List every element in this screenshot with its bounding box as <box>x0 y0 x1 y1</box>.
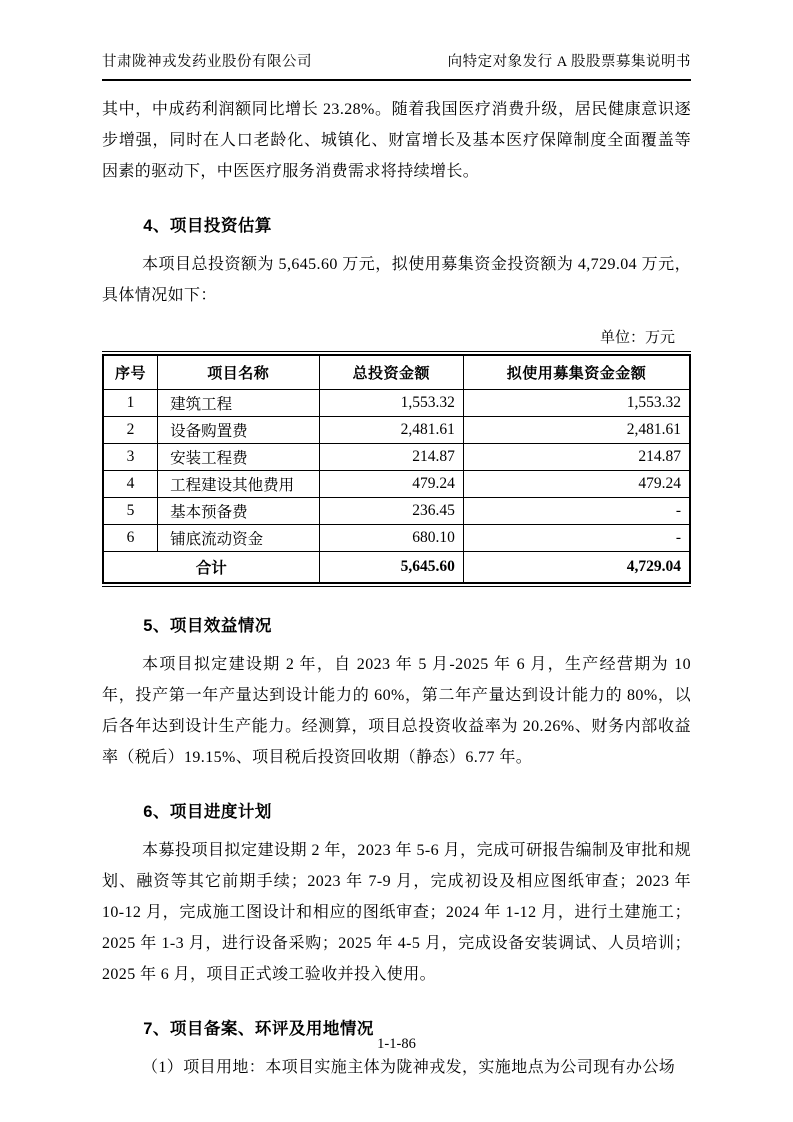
row2-name: 设备购置费 <box>158 417 319 444</box>
row1-name: 建筑工程 <box>158 390 319 417</box>
col-header-seq: 序号 <box>103 355 158 390</box>
row4-raised: 479.24 <box>463 471 690 498</box>
row3-name: 安装工程费 <box>158 444 319 471</box>
table-row <box>103 525 690 552</box>
investment-table <box>102 354 691 584</box>
table-top-rule <box>102 351 691 352</box>
table-unit-label: 单位：万元 <box>599 330 675 346</box>
row3-raised: 214.87 <box>463 444 690 471</box>
total-raised-value: 4,729.04 <box>463 552 690 584</box>
col-header-total-investment: 总投资金额 <box>319 355 463 390</box>
row5-raised: - <box>463 498 690 525</box>
section6-heading: 6、项目进度计划 <box>143 803 272 821</box>
row5-seq: 5 <box>103 498 158 525</box>
section5-heading: 5、项目效益情况 <box>143 617 272 635</box>
table-total-row <box>103 552 690 584</box>
col-header-raised-funds: 拟使用募集资金金额 <box>463 355 690 390</box>
row6-total: 680.10 <box>319 525 463 552</box>
row4-seq: 4 <box>103 471 158 498</box>
table-header-row <box>103 355 690 390</box>
section7-heading: 7、项目备案、环评及用地情况 <box>143 1020 374 1038</box>
total-label: 合计 <box>103 552 319 584</box>
row1-total: 1,553.32 <box>319 390 463 417</box>
page-header <box>102 50 691 81</box>
table-row <box>103 390 690 417</box>
section4-heading: 4、项目投资估算 <box>143 217 272 235</box>
row4-name: 工程建设其他费用 <box>158 471 319 498</box>
total-investment-value: 5,645.60 <box>319 552 463 584</box>
row6-name: 铺底流动资金 <box>158 525 319 552</box>
row5-name: 基本预备费 <box>158 498 319 525</box>
table-bottom-rule <box>102 586 691 587</box>
header-company-name: 甘肃陇神戎发药业股份有限公司 <box>102 54 312 70</box>
table-row <box>103 417 690 444</box>
row2-raised: 2,481.61 <box>463 417 690 444</box>
row3-seq: 3 <box>103 444 158 471</box>
row1-seq: 1 <box>103 390 158 417</box>
table-row <box>103 444 690 471</box>
section7-paragraph: （1）项目用地：本项目实施主体为陇神戎发，实施地点为公司现有办公场 <box>142 1059 676 1076</box>
intro-paragraph: 其中，中成药利润额同比增长 23.28%。随着我国医疗消费升级，居民健康意识逐步增强，同时在人口老龄化、城镇化、财富增长及基本医疗保障制度全面覆盖等因素的驱动下，中医医疗服务消费需求将持续增长。 <box>102 101 691 180</box>
investment-table-wrap <box>102 351 691 587</box>
section6-paragraph: 本募投项目拟定建设期 2 年，2023 年 5-6 月，完成可研报告编制及审批和规划、融资等其它前期手续；2023 年 7-9 月，完成初设及相应图纸审查；2023 年 10-12 月，完成施工图设计和相应的图纸审查；2024 年 1-12 月，进行土建施工；2025 年 1-3 月，进行设备采购；2025 年 4-5 月，完成设备安装调试、人员培训；2025 年 6 月，项目正式竣工验收并投入使用。 <box>102 842 691 983</box>
row1-raised: 1,553.32 <box>463 390 690 417</box>
row6-raised: - <box>463 525 690 552</box>
table-row <box>103 498 690 525</box>
row2-seq: 2 <box>103 417 158 444</box>
row6-seq: 6 <box>103 525 158 552</box>
table-row <box>103 471 690 498</box>
row5-total: 236.45 <box>319 498 463 525</box>
row3-total: 214.87 <box>319 444 463 471</box>
page-number: 1-1-86 <box>377 1036 416 1052</box>
section4-paragraph: 本项目总投资额为 5,645.60 万元，拟使用募集资金投资额为 4,729.04 万元，具体情况如下： <box>102 256 691 304</box>
row4-total: 479.24 <box>319 471 463 498</box>
col-header-project-name: 项目名称 <box>158 355 319 390</box>
section5-paragraph: 本项目拟定建设期 2 年，自 2023 年 5 月-2025 年 6 月，生产经营期为 10 年，投产第一年产量达到设计能力的 60%，第二年产量达到设计能力的 80%，以后各年达到设计生产能力。经测算，项目总投资收益率为 20.26%、财务内部收益率（税后）19.15%、项目税后投资回收期（静态）6.77 年。 <box>102 656 691 766</box>
row2-total: 2,481.61 <box>319 417 463 444</box>
header-doc-title: 向特定对象发行 A 股股票募集说明书 <box>447 54 691 70</box>
